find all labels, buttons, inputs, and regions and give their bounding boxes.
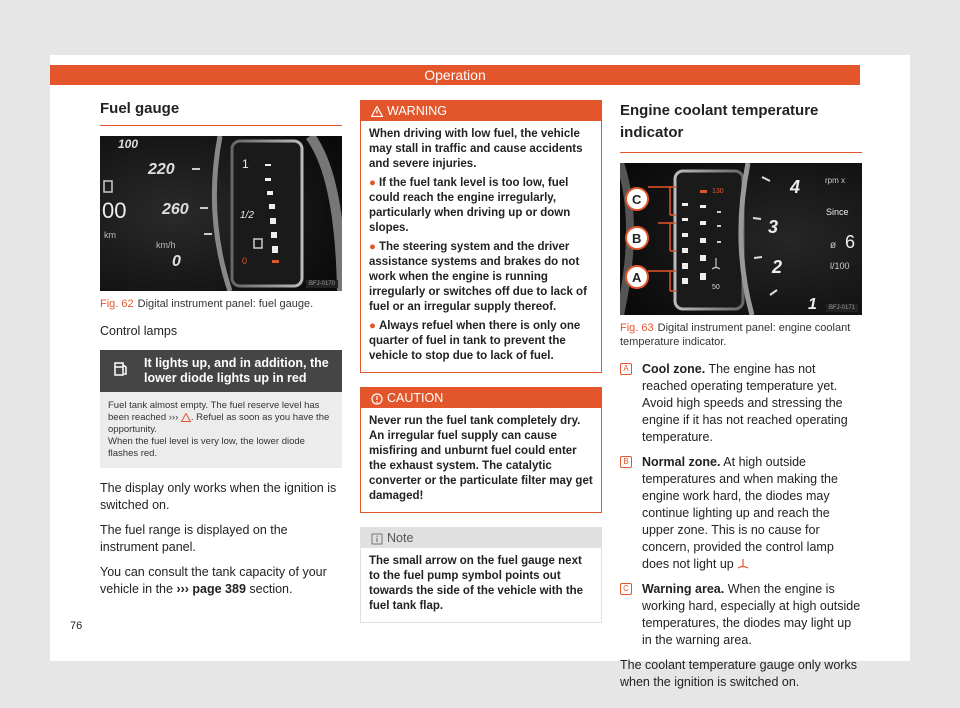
label-rpm-4: 4 — [790, 177, 801, 197]
middle-column — [360, 100, 602, 623]
note-title: Note — [387, 531, 414, 545]
warning-triangle-icon — [371, 106, 383, 117]
caution-title: CAUTION — [387, 391, 444, 405]
coolant-footer: The coolant temperature gauge only works when the ignition is switched on. — [620, 658, 857, 689]
fuel-reserve-diode — [272, 260, 279, 263]
section-header: Operation — [50, 65, 860, 85]
label-l100: l/100 — [830, 261, 850, 271]
warning-header — [361, 101, 601, 121]
paragraph-ignition: The display only works when the ignition is switched on. — [100, 481, 337, 512]
zone-a-name: Cool zone. — [642, 362, 706, 376]
label-130: 130 — [712, 188, 724, 195]
fig-63-text: Digital instrument panel: engine coolant temperature indicator. — [620, 322, 851, 348]
label-km: km — [104, 230, 116, 240]
fuel-gauge-figure — [100, 136, 342, 291]
coolant-hot-diode — [700, 190, 707, 193]
label-zero-speed: 0 — [172, 253, 181, 270]
warning-box — [360, 100, 602, 373]
control-lamps-title: Control lamps — [100, 324, 178, 338]
label-odometer: 00 — [102, 198, 127, 223]
label-rpm-3: 3 — [768, 217, 779, 237]
label-full: 1 — [242, 157, 249, 171]
warning-body — [361, 121, 601, 372]
coolant-title: Engine coolant temperature indicator — [620, 100, 862, 153]
warning-intro: When driving with low fuel, the vehicle may stall in traffic and cause accidents and severe injuries. — [369, 128, 583, 170]
lamp-heading — [100, 350, 342, 392]
figure-code: BFJ-0170 — [306, 280, 338, 288]
label-kmh: km/h — [156, 240, 176, 250]
lamp-description — [100, 392, 342, 468]
label-b: B — [632, 231, 642, 246]
zone-b — [620, 454, 862, 573]
lamp-body-2: . Refuel as soon as you have the opportunity. — [108, 412, 330, 435]
zone-a-text: The engine has not reached operating temperature yet. Avoid high speeds and stressing the engine if it has not reached operating temperature. — [642, 362, 848, 444]
capacity-text-b: section. — [249, 582, 293, 596]
coolant-warning-icon — [737, 559, 749, 570]
label-50: 50 — [712, 284, 720, 291]
caution-icon — [371, 393, 383, 405]
note-box — [360, 527, 602, 623]
label-100: 100 — [118, 137, 139, 151]
label-220: 220 — [148, 161, 175, 178]
lamp-body-1: Fuel tank almost empty. The fuel reserve level has been reached — [108, 400, 320, 423]
warning-title: WARNING — [387, 104, 447, 118]
zone-c-name: Warning area. — [642, 582, 725, 596]
label-c: C — [632, 192, 642, 207]
paragraph-capacity — [100, 564, 342, 598]
label-since: Since — [826, 207, 849, 217]
lamp-body-3: When the fuel level is very low, the lower diode flashes red. — [108, 436, 305, 459]
zone-a — [620, 361, 862, 446]
label-260: 260 — [162, 201, 189, 218]
right-column — [620, 100, 862, 691]
caution-text: Never run the fuel tank completely dry. An irregular fuel supply can cause misfiring and unburnt fuel could enter the exhaust system. The catalytic converter or the particulate filter may get damaged! — [369, 415, 593, 502]
fig-63-caption — [620, 321, 862, 349]
reference-arrows: ››› — [168, 412, 179, 423]
warning-bullet-3: ● Always refuel when there is only one quarter of fuel in tank to prevent the vehicle to stop due to lack of fuel. — [369, 320, 581, 362]
paragraph-range: The fuel range is displayed on the instrument panel. — [100, 523, 288, 554]
warning-bullet-1: ● If the fuel tank level is too low, fuel could reach the engine irregularly, particularly when driving up or down slopes. — [369, 177, 571, 234]
zone-b-name: Normal zone. — [642, 455, 721, 469]
coolant-figure — [620, 163, 862, 315]
zone-c-label: C — [620, 583, 632, 595]
zone-c — [620, 581, 862, 649]
coolant-gauge-illustration — [620, 163, 862, 315]
lamp-heading-text: It lights up, and in addition, the lower diode lights up in red — [144, 356, 329, 385]
fuel-pump-icon — [112, 360, 130, 378]
label-rpm-1: 1 — [808, 296, 817, 313]
left-column — [100, 100, 342, 598]
fig-62-number: Fig. 62 — [100, 298, 134, 310]
zone-c-text: When the engine is working hard, especially at high outside temperatures, the diodes may light up in the warning area. — [642, 582, 861, 647]
capacity-text-a: You can consult the tank capacity of your vehicle in the — [100, 565, 327, 596]
warning-bullet-2: ● The steering system and the driver assistance systems and brakes do not work when the engine is running irregularly or switches off due to lack of fuel or an irregular supply thereof. — [369, 241, 587, 313]
fig-63-number: Fig. 63 — [620, 322, 654, 334]
label-a: A — [632, 270, 642, 285]
fig-62-text: Digital instrument panel: fuel gauge. — [137, 298, 314, 310]
warning-triangle-icon — [181, 413, 191, 422]
caution-box — [360, 387, 602, 513]
label-rpm: rpm x — [825, 176, 845, 185]
zone-b-text: At high outside temperatures and when making the engine work hard, the diodes may continue lighting up and reach the upper zone. This is no cause for concern, provided the control lamp does not light up — [642, 455, 838, 571]
label-half: 1/2 — [240, 210, 254, 221]
label-empty: 0 — [242, 256, 248, 266]
note-header — [361, 528, 601, 548]
label-rpm-2: 2 — [772, 257, 783, 277]
note-text: The small arrow on the fuel gauge next to the fuel pump symbol points out towards the side of the vehicle with the fuel tank flap. — [369, 555, 584, 612]
fuel-gauge-title: Fuel gauge — [100, 100, 342, 126]
zone-b-label: B — [620, 456, 632, 468]
label-six: 6 — [845, 232, 856, 252]
fig-62-caption — [100, 297, 342, 311]
zone-a-label: A — [620, 363, 632, 375]
info-icon — [371, 533, 383, 545]
page-389-link[interactable]: ››› page 389 — [176, 582, 246, 596]
figure-code: BFJ-0171 — [826, 304, 858, 312]
fuel-gauge-illustration — [100, 136, 342, 291]
label-avg: ø — [830, 240, 837, 251]
caution-header — [361, 388, 601, 408]
page-number: 76 — [70, 620, 83, 632]
